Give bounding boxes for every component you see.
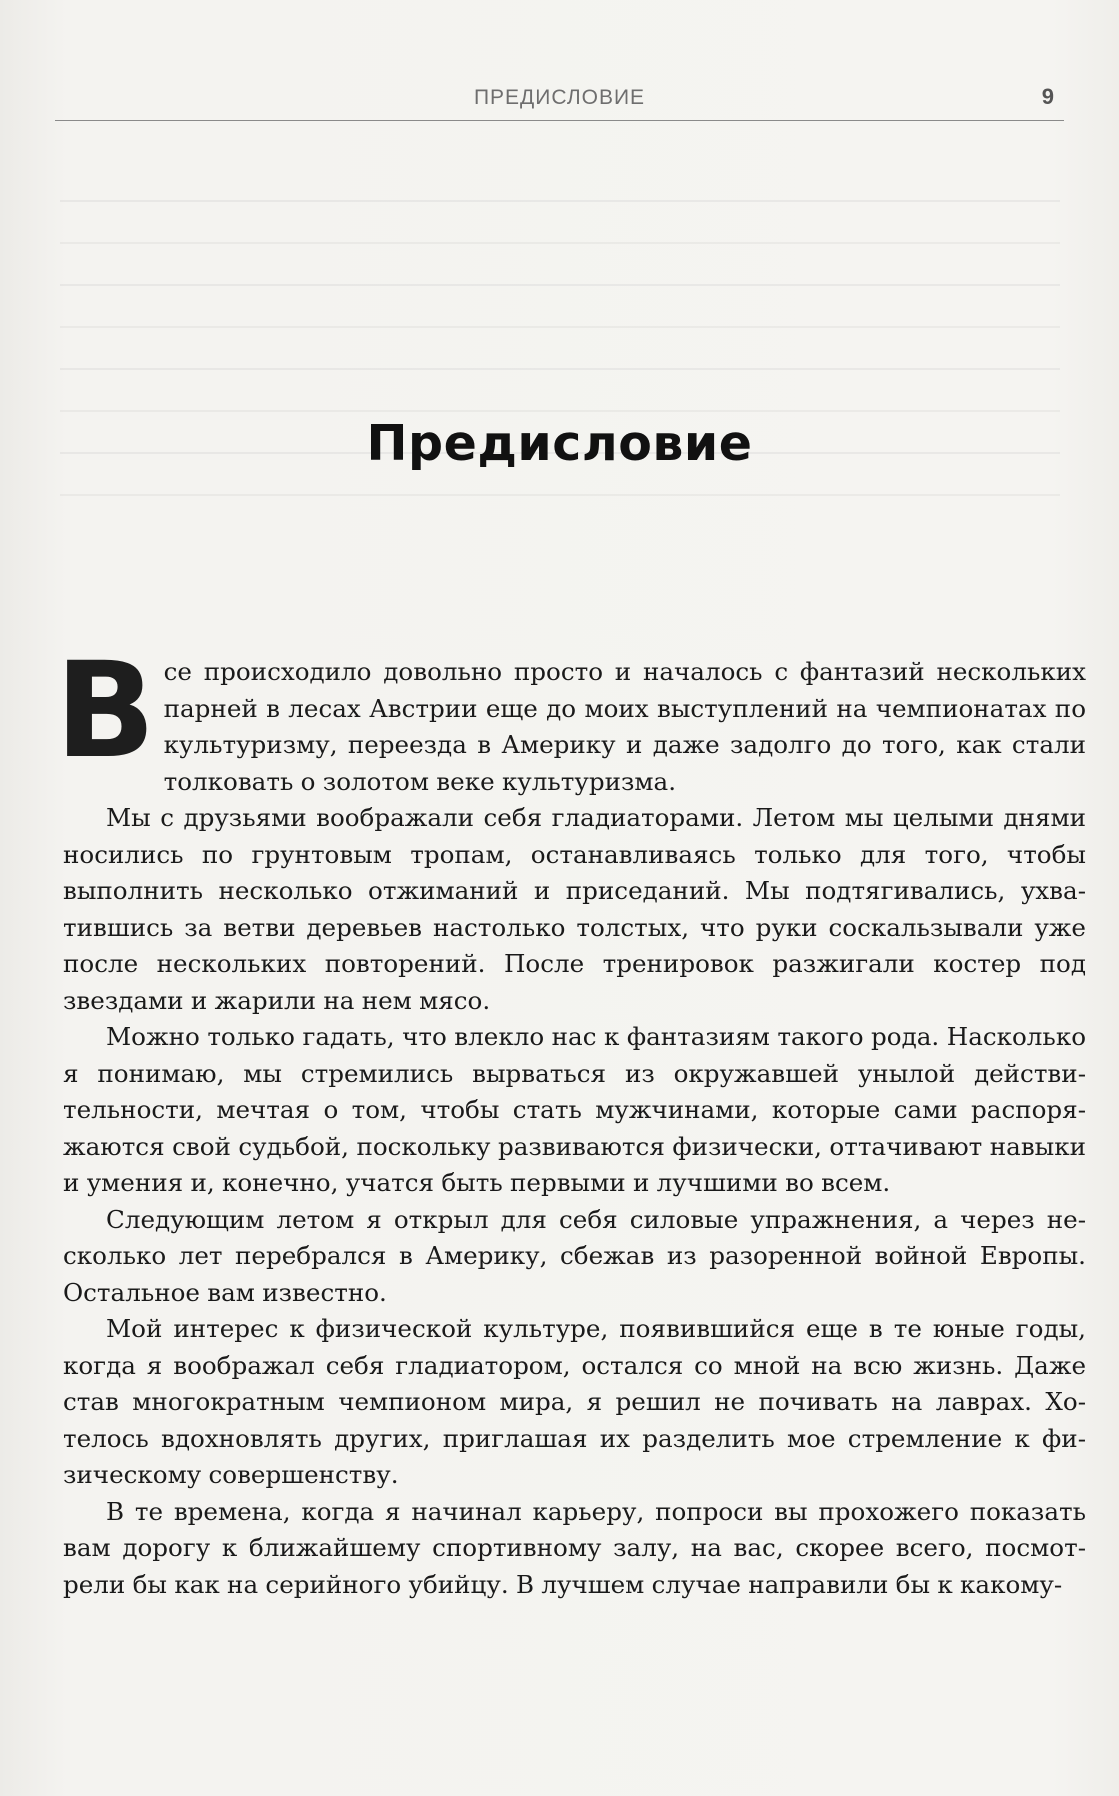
paragraph-6: В те времена, когда я начинал карьеру, попроси вы прохожего показать вам дорогу к ближайшему спортивному залу, на вас, скорее всего, посмотрели бы как на серийного убийцу. В лучшем случае направили бы к какому-: [63, 1496, 1086, 1599]
paragraph-1: [55, 634, 1086, 800]
page-number: 9: [1041, 84, 1054, 109]
paragraph-1-text: се происходило довольно просто и началось с фантазий нескольких парней в лесах Австрии еще до моих выступлений на чемпионатах по культуризму, переезда в Америку и даже задолго до того, как стали толковать о золотом веке культуризма.: [163, 657, 1086, 796]
bleed-through-texture: [60, 160, 1060, 540]
paragraph-2: Мы с друзьями воображали себя гладиаторами. Летом мы целыми днями носились по грунтовым тропам, останавливаясь только для того, чтобы выполнить несколько отжиманий и приседаний. Мы подтягивались, ухватившись за ветви деревьев настолько толстых, что руки соскальзывали уже после нескольких повторений. После тренировок разжигали костер под звездами и жарили на нем мясо.: [63, 803, 1086, 1015]
body-text: [55, 634, 1086, 1603]
paragraph-3: Можно только гадать, что влекло нас к фантазиям такого рода. Насколько я понимаю, мы стремились вырваться из окружавшей унылой действительности, мечтая о том, чтобы стать мужчинами, которые сами распоряжаются свой судьбой, поскольку развиваются физически, оттачивают навыки и умения и, конечно, учатся быть первыми и лучшими во всем.: [63, 1022, 1086, 1197]
paragraph-5: Мой интерес к физической культуре, появившийся еще в те юные годы, когда я воображал себя гладиатором, остался со мной на всю жизнь. Даже став многократным чемпионом мира, я решил не почивать на лаврах. Хотелось вдохновлять других, приглашая их разделить мое стремление к физическому совершенству.: [63, 1314, 1086, 1489]
paragraph-4: Следующим летом я открыл для себя силовые упражнения, а через несколько лет перебрался в Америку, сбежав из разоренной войной Европы. Остальное вам известно.: [63, 1204, 1086, 1307]
running-head: [55, 86, 1064, 121]
chapter-title: Предисловие: [366, 415, 753, 472]
drop-cap: В: [55, 634, 156, 788]
running-head-title: ПРЕДИСЛОВИЕ: [473, 86, 646, 109]
